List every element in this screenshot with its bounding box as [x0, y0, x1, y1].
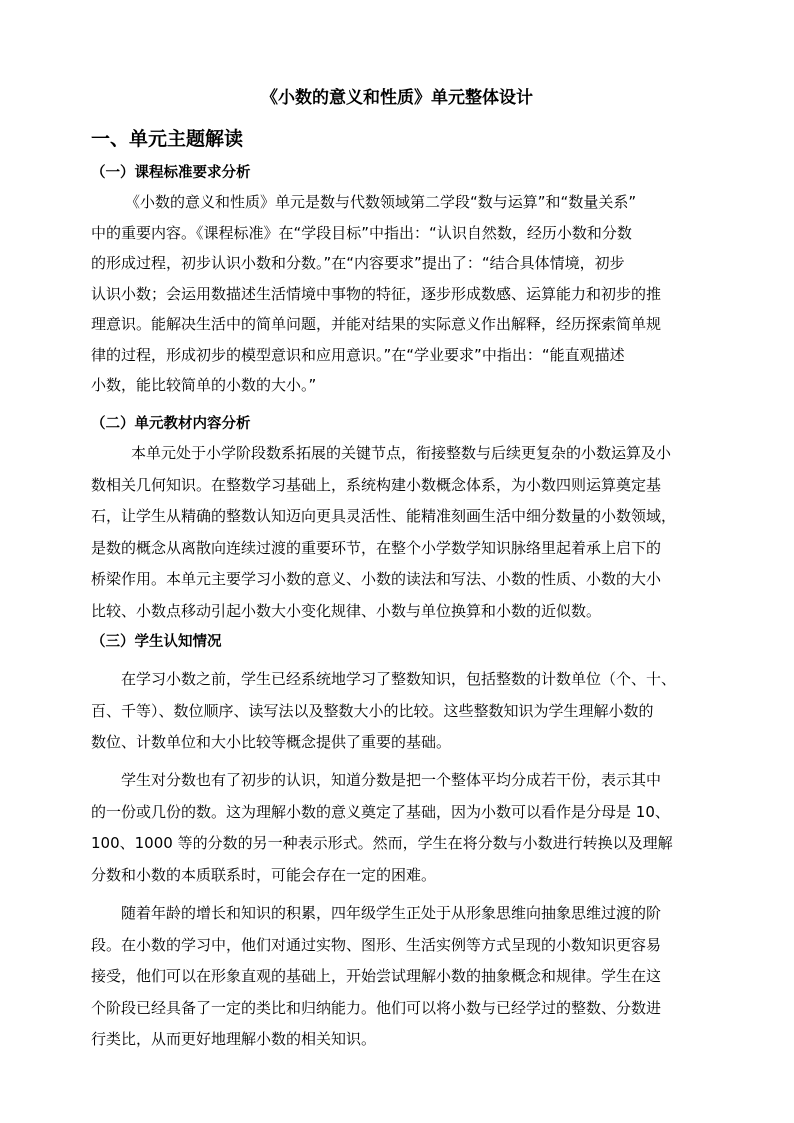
text-line: 在学习小数之前，学生已经系统地学习了整数知识，包括整数的计数单位（个、十、 [121, 670, 677, 688]
text-line: 学生对分数也有了初步的认识，知道分数是把一个整体平均分成若干份，表示其中 [121, 771, 662, 789]
text-line: 百、千等）、数位顺序、读写法以及整数大小的比较。这些整数知识为学生理解小数的 [91, 701, 654, 720]
text-line: 的形成过程，初步认识小数和分数。”在“内容要求”提出了：“结合具体情境，初步 [91, 254, 625, 272]
text-line: 《小数的意义和性质》单元是数与代数领域第二学段“数与运算”和“数量关系” [125, 193, 637, 211]
text-line: 的一份或几份的数。这为理解小数的意义奠定了基础，因为小数可以看作是分母是 10、 [91, 802, 670, 821]
text-line: 中的重要内容。《课程标准》在“学段目标”中指出：“认识自然数，经历小数和分数 [91, 223, 632, 242]
text-line: 随着年龄的增长和知识的积累，四年级学生正处于从形象思维向抽象思维过渡的阶 [121, 904, 662, 922]
text-line: 小数，能比较简单的小数的大小。” [91, 376, 317, 394]
text-line: 律的过程，形成初步的模型意识和应用意识。”在“学业要求”中指出：“能直观描述 [91, 345, 625, 364]
text-line: 比较、小数点移动引起小数大小变化规律、小数与单位换算和小数的近似数。 [91, 601, 602, 620]
subsection-heading-curriculum: （一）课程标准要求分析 [91, 165, 251, 181]
paragraph-cognition-2 [91, 765, 713, 891]
section-heading-unit-theme: 一、单元主题解读 [91, 128, 244, 150]
text-line: 石，让学生从精确的整数认知迈向更具灵活性、能精准刻画生活中细分数量的小数领域， [91, 507, 677, 526]
text-line: 是数的概念从离散向连续过渡的重要环节，在整个小学数学知识脉络里起着承上启下的 [91, 538, 662, 557]
text-line: 理意识。能解决生活中的简单问题，并能对结果的实际意义作出解释，经历探索简单规 [91, 315, 662, 333]
text-line: 桥梁作用。本单元主要学习小数的意义、小数的读法和写法、小数的性质、小数的大小 [91, 570, 662, 589]
text-line: 接受，他们可以在形象直观的基础上，开始尝试理解小数的抽象概念和规律。学生在这 [91, 967, 662, 986]
text-line: 行类比，从而更好地理解小数的相关知识。 [91, 1030, 377, 1049]
paragraph-textbook [91, 438, 713, 628]
text-line: 段。在小数的学习中，他们对通过实物、图形、生活实例等方式呈现的小数知识更容易 [91, 935, 662, 954]
subsection-heading-cognition: （三）学生认知情况 [91, 634, 222, 650]
text-line: 认识小数；会运用数描述生活情境中事物的特征，逐步形成数感、运算能力和初步的推 [91, 284, 662, 303]
text-line: 个阶段已经具备了一定的类比和归纳能力。他们可以将小数与已经学过的整数、分数进 [91, 998, 662, 1017]
text-line: 分数和小数的本质联系时，可能会存在一定的困难。 [91, 865, 437, 884]
text-line: 数相关几何知识。在整数学习基础上，系统构建小数概念体系，为小数四则运算奠定基 [91, 475, 662, 494]
paragraph-cognition-1 [91, 664, 713, 759]
paragraph-cognition-3 [91, 898, 713, 1056]
document-title: 《小数的意义和性质》单元整体设计 [261, 88, 533, 108]
text-line: 本单元处于小学阶段数系拓展的关键节点，衔接整数与后续更复杂的小数运算及小 [131, 444, 672, 462]
subsection-heading-textbook: （二）单元教材内容分析 [91, 416, 251, 432]
text-line: 100、1000 等的分数的另一种表示形式。然而，学生在将分数与小数进行转换以及理解 [91, 834, 673, 853]
text-line: 数位、计数单位和大小比较等概念提供了重要的基础。 [91, 733, 452, 752]
paragraph-curriculum [91, 187, 713, 401]
